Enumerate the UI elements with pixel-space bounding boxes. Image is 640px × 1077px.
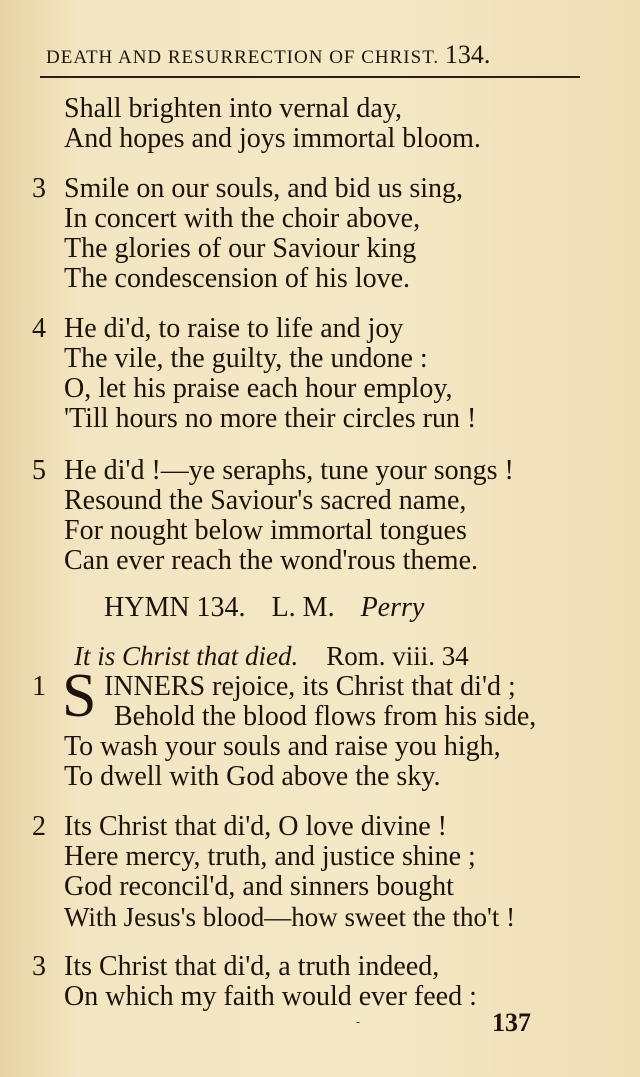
verse-line: For nought below immortal tongues — [64, 515, 467, 546]
verse-line: Smile on our souls, and bid us sing, — [64, 173, 464, 204]
running-title: DEATH AND RESURRECTION OF CHRIST. — [46, 47, 440, 68]
verse-line: He di'd, to raise to life and joy — [64, 313, 404, 344]
scripture-reference: Rom. viii. 34 — [326, 641, 469, 671]
verse-line: And hopes and joys immortal bloom. — [64, 123, 481, 154]
hymn-tune: Perry — [360, 592, 425, 623]
verse-line: Can ever reach the wond'rous theme. — [64, 545, 478, 576]
verse-number: 3 — [32, 173, 46, 204]
verse-line: In concert with the choir above, — [64, 203, 421, 234]
hymn-meter: L. M. — [271, 592, 335, 623]
footer-mark: - — [356, 1015, 361, 1029]
page-number: 134. — [444, 40, 491, 69]
drop-cap: S — [62, 662, 97, 730]
verse-line: To dwell with God above the sky. — [64, 761, 441, 792]
hymn-heading — [104, 592, 424, 624]
verse-number: 5 — [32, 455, 46, 486]
verse-number: 4 — [32, 313, 46, 344]
verse-line: With Jesus's blood—how sweet the tho't ! — [64, 902, 516, 932]
verse-line: The vile, the guilty, the undone : — [64, 343, 428, 374]
verse-line: On which my faith would ever feed : — [64, 981, 477, 1012]
verse-line: Its Christ that di'd, a truth indeed, — [64, 951, 440, 982]
verse-line: Shall brighten into vernal day, — [64, 93, 402, 124]
hymn-theme: It is Christ that died. — [74, 641, 299, 671]
verse-number: 2 — [32, 811, 46, 842]
verse-line: The condescension of his love. — [64, 263, 411, 294]
hymn-subtitle — [74, 641, 469, 672]
verse-line: God reconcil'd, and sinners bought — [64, 871, 454, 902]
verse-line: The glories of our Saviour king — [64, 233, 417, 264]
header-rule — [40, 76, 580, 78]
verse-line: O, let his praise each hour employ, — [64, 373, 453, 404]
hymn-title: HYMN 134. — [104, 592, 246, 623]
verse-line: 'Till hours no more their circles run ! — [64, 403, 477, 434]
verse-line: He di'd !—ye seraphs, tune your songs ! — [64, 455, 514, 486]
running-header — [46, 40, 578, 70]
verse-number: 3 — [32, 951, 46, 982]
verse-line: Behold the blood flows from his side, — [114, 701, 537, 732]
verse-line: To wash your souls and raise you high, — [64, 731, 501, 762]
verse-line: Here mercy, truth, and justice shine ; — [64, 841, 476, 872]
verse-line: Its Christ that di'd, O love divine ! — [64, 811, 448, 842]
verse-number: 1 — [32, 671, 46, 702]
verse-line: INNERS rejoice, its Christ that di'd ; — [104, 671, 516, 702]
signature-mark: 137 — [492, 1008, 531, 1037]
verse-line: Resound the Saviour's sacred name, — [64, 485, 467, 516]
